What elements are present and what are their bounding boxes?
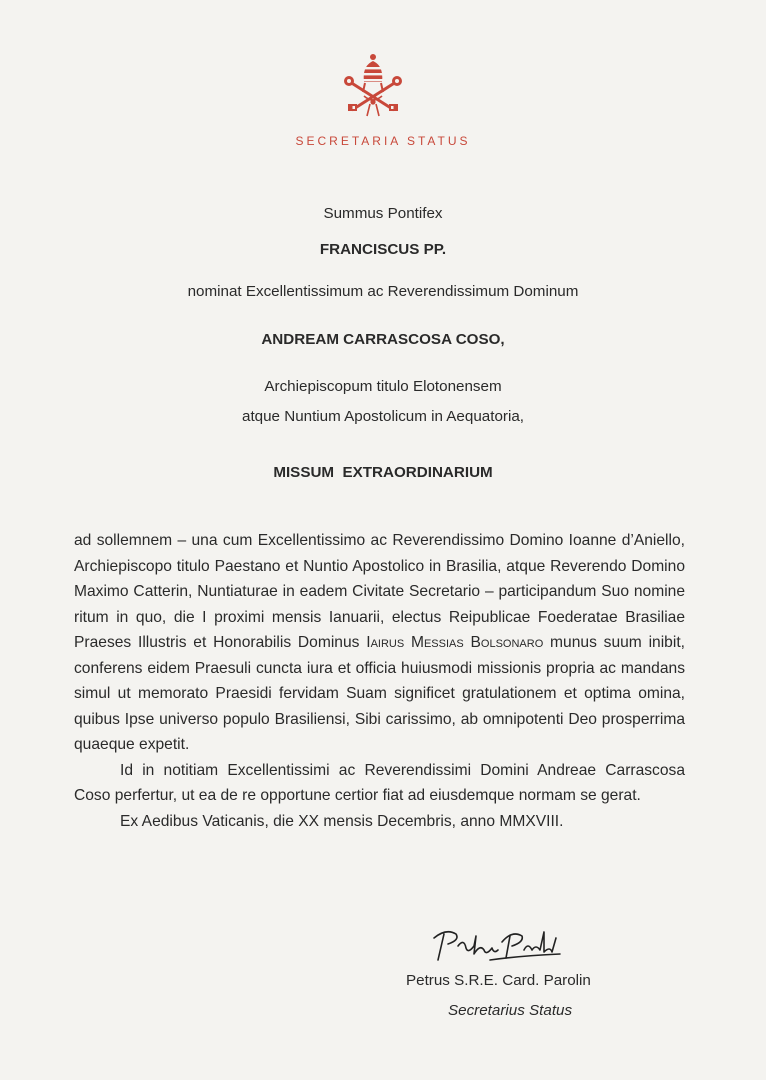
handwritten-signature xyxy=(428,924,576,970)
mission-title: MISSUM EXTRAORDINARIUM xyxy=(273,464,493,481)
body-paragraph-2: Id in notitiam Excellentissimi ac Reverendissimi Domini Andreae Carrascosa Coso perfertur, ut ea de re opportune certior fiat ad eiusdemque normam se gerat. xyxy=(74,761,685,804)
pontiff-name: FRANCISCUS PP. xyxy=(319,241,447,258)
pontiff-title: Summus Pontifex xyxy=(323,205,443,222)
papal-coat-of-arms-icon xyxy=(342,52,404,118)
nomination-clause: nominat Excellentissimum ac Reverendissimum Dominum xyxy=(187,283,579,300)
appointee-title-line1: Archiepiscopum titulo Elotonensem xyxy=(264,378,502,395)
signer-name: Petrus S.R.E. Card. Parolin xyxy=(406,972,591,989)
issuing-office: SECRETARIA STATUS xyxy=(295,134,471,148)
signer-role: Secretarius Status xyxy=(448,1002,573,1019)
president-name: Iairus Messias Bolsonaro xyxy=(366,634,544,651)
appointee-title-line2: atque Nuntium Apostolicum in Aequatoria, xyxy=(242,408,524,425)
document-body xyxy=(74,528,685,834)
appointee-name: ANDREAM CARRASCOSA COSO, xyxy=(261,331,505,348)
date-line: Ex Aedibus Vaticanis, die XX mensis Decembris, anno MMXVIII. xyxy=(120,812,564,830)
body-paragraph-1: ad sollemnem – una cum Excellentissimo ac Reverendissimo Domino Ioanne d’Aniello, Archiepiscopo titulo Paestano et Nuntio Apostolico in Brasilia, atque Reverendo Domino Maximo Catterin, Nuntiaturae in eadem Civitate Secretario – participandum Suo nomine ritum in quo, die I proximi mensis Ianuarii, electus Reipublicae Foederatae Brasiliae Praeses Illustris et Honorabilis Dominus Iairus Messias Bolsonaro munus suum inibit, conferens eidem Praesuli cuncta iura et officia huiusmodi missionis propria ac mandans simul ut memorato Praesidi fervidam Suam significet gratulationem et optima omina, quibus Ipse universo populo Brasiliensi, Sibi carissimo, ab omnipotenti Deo prosperrima quaeque expetit. xyxy=(74,532,685,753)
